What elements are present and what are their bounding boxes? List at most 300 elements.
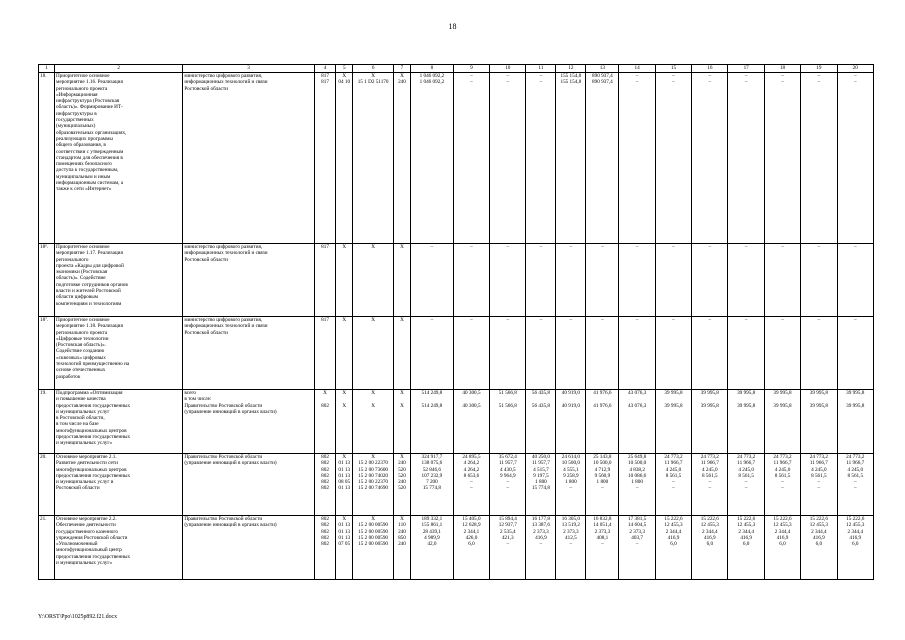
column-header: 14 xyxy=(619,65,655,73)
cell-value: 24 773,2 xyxy=(773,454,792,460)
cell-value: 2 344,4 xyxy=(811,528,827,535)
cell-value: 11 966,7 xyxy=(773,460,792,467)
column-header: 19 xyxy=(801,65,837,73)
row-number: 18. xyxy=(39,73,55,244)
cell-value: X xyxy=(342,402,347,409)
cell-value: 24 773,2 xyxy=(846,454,865,460)
cell-value: – xyxy=(506,73,510,79)
cell-value: – xyxy=(853,479,857,486)
executor: Правительство Ростовской области (управление инноваций в органах власти) xyxy=(183,516,315,580)
value-cell xyxy=(837,454,873,516)
executor: министерство цифрового развития, информационных технологий и связи Ростовской области xyxy=(183,73,315,244)
value-cell xyxy=(655,454,691,516)
table-row xyxy=(39,73,874,244)
cell-value: 15 2 00 74020 xyxy=(358,472,389,479)
table-row xyxy=(39,390,874,454)
cell-value: 15 894,4 xyxy=(498,516,517,522)
cell-value: 01 13 xyxy=(338,522,351,529)
cell-value: 25 143,8 xyxy=(593,454,612,460)
cell-value: 52 846,6 xyxy=(422,466,441,473)
row-number: 18⁷. xyxy=(39,317,55,390)
cell-value: – xyxy=(569,317,573,323)
cell-value: – xyxy=(817,479,821,486)
cell-value: – xyxy=(539,541,543,548)
column-header: 20 xyxy=(837,65,873,73)
cell-value: 15 222,6 xyxy=(809,516,828,522)
cell-value: X xyxy=(323,390,327,396)
measure-name: Подпрограмма «Оптимизация и повышение качества предоставления государственных и муниципальных услуг в Ростовской области, в том числе на базе многофункциональных центров предоставления государственных и муниципальных услуг» xyxy=(55,390,183,454)
value-cell xyxy=(353,73,394,244)
cell-value: – xyxy=(853,79,857,86)
cell-value: – xyxy=(430,244,434,250)
cell-value: 39 995,8 xyxy=(664,402,683,409)
cell-value: 9 560,9 xyxy=(594,472,611,479)
value-cell xyxy=(764,390,800,454)
cell-value: 12 937,7 xyxy=(498,522,517,529)
cell-value: 802 xyxy=(321,534,329,541)
cell-value: – xyxy=(744,485,748,492)
value-cell xyxy=(393,390,410,454)
value-cell xyxy=(692,454,728,516)
column-header: 2 xyxy=(55,65,183,73)
value-cell xyxy=(619,244,655,317)
column-header: 7 xyxy=(393,65,410,73)
value-cell xyxy=(490,317,526,390)
value-cell xyxy=(314,390,335,454)
cell-value: 817 xyxy=(321,79,329,86)
cell-value: 8 561,5 xyxy=(774,472,791,479)
column-header: 18 xyxy=(764,65,800,73)
cell-value: 15 2 00 74690 xyxy=(358,485,389,492)
cell-value: 56 435,8 xyxy=(531,402,550,409)
cell-value: 817 xyxy=(321,244,329,250)
cell-value: 4 712,9 xyxy=(594,466,611,473)
cell-value: 15 2 00 22370 xyxy=(358,479,389,486)
cell-value: – xyxy=(672,479,675,486)
column-header: 6 xyxy=(353,65,394,73)
cell-value: 15 405,0 xyxy=(462,516,481,522)
cell-value: 12 628,9 xyxy=(462,522,481,529)
cell-value: 2 344,4 xyxy=(702,528,718,535)
cell-value: 39 995,8 xyxy=(809,402,828,409)
cell-value: – xyxy=(781,79,784,86)
cell-value: 1 800 xyxy=(631,479,643,486)
cell-value: 01 13 xyxy=(338,466,351,473)
cell-value: 01 13 xyxy=(338,528,351,535)
value-cell xyxy=(490,244,526,317)
cell-value: 15 222,6 xyxy=(773,516,792,522)
value-cell xyxy=(764,317,800,390)
value-cell xyxy=(764,516,800,580)
cell-value: 51 566,8 xyxy=(498,402,517,409)
executor: всего в том числе: Правительство Ростовской области (управление инноваций в органах власти) xyxy=(183,390,315,454)
cell-value: 13 519,2 xyxy=(561,522,580,529)
cell-value: – xyxy=(708,317,712,323)
value-cell xyxy=(353,454,394,516)
cell-value: 802 xyxy=(321,454,329,460)
value-cell xyxy=(728,73,764,244)
value-cell xyxy=(336,244,353,317)
cell-value: 7 200 xyxy=(426,479,438,486)
column-header: 15 xyxy=(655,65,691,73)
value-cell xyxy=(801,390,837,454)
value-cell xyxy=(556,317,586,390)
value-cell xyxy=(336,390,353,454)
cell-value: 4 245,0 xyxy=(702,466,718,473)
table-row xyxy=(39,454,874,516)
cell-value: 6,0 xyxy=(742,541,750,548)
cell-value: 2 373,3 xyxy=(629,528,645,535)
cell-value: 11 957,7 xyxy=(531,460,550,467)
measure-name: Основное мероприятие 2.1. Развитие деятельности сети многофункциональных центров предоставления государственных и муниципальных услуг в Ростовской области xyxy=(55,454,183,516)
cell-value: – xyxy=(744,79,748,86)
value-cell xyxy=(837,317,873,390)
file-path-footer: Y:\ORST\Ppo\1025p892.f21.docx xyxy=(38,614,118,620)
cell-value: 15 2 00 73600 xyxy=(358,466,389,473)
cell-value: 1 800 xyxy=(565,479,577,486)
cell-value: – xyxy=(506,541,510,548)
value-cell xyxy=(692,244,728,317)
cell-value: 155 154,8 xyxy=(560,73,582,79)
cell-value: 4 245,0 xyxy=(847,466,864,473)
cell-value: X xyxy=(371,516,375,522)
cell-value: 6,0 xyxy=(815,541,823,548)
cell-value: 15 774,8 xyxy=(531,485,550,492)
cell-value: 16 177,8 xyxy=(531,516,550,522)
cell-value: 42,0 xyxy=(427,541,437,548)
value-cell xyxy=(411,73,454,244)
value-cell xyxy=(353,390,394,454)
cell-value: X xyxy=(371,244,375,250)
measure-name: Приоритетное основное мероприятие 1.17. Реализация регионального проекта «Кадры для цифровой экономики (Ростовская область)». Содействие подготовке сотрудников органов власти и жителей Ростовской области цифровым компетенциям и технологиям xyxy=(55,244,183,317)
cell-value: – xyxy=(569,485,573,492)
cell-value: – xyxy=(470,485,473,492)
cell-value: 8 561,5 xyxy=(811,472,827,479)
value-cell xyxy=(556,73,586,244)
cell-value: – xyxy=(539,79,543,86)
row-number: 20. xyxy=(39,454,55,516)
cell-value: 14 051,4 xyxy=(593,522,612,529)
cell-value: 426,0 xyxy=(465,534,478,541)
cell-value: 11 966,7 xyxy=(809,460,828,467)
cell-value: 39 995,8 xyxy=(700,390,719,396)
page-number: 18 xyxy=(448,22,457,31)
cell-value: X xyxy=(400,390,404,396)
cell-value: 39 995,8 xyxy=(809,390,828,396)
cell-value: 240 xyxy=(398,460,406,467)
cell-value: 43 076,3 xyxy=(628,390,647,396)
cell-value: 2 344,4 xyxy=(665,528,682,535)
value-cell xyxy=(490,454,526,516)
cell-value: – xyxy=(506,485,510,492)
value-cell xyxy=(353,317,394,390)
cell-value: – xyxy=(569,244,573,250)
value-cell xyxy=(728,516,764,580)
cell-value: X xyxy=(371,390,375,396)
value-cell xyxy=(490,73,526,244)
cell-value: 2 344,4 xyxy=(738,528,754,535)
cell-value: 11 966,7 xyxy=(846,460,865,467)
cell-value: 8 653,6 xyxy=(463,472,480,479)
cell-value: 520 xyxy=(398,472,406,479)
value-cell xyxy=(411,454,454,516)
cell-value: 39 995,8 xyxy=(737,390,756,396)
cell-value: 10 500,0 xyxy=(593,460,612,467)
cell-value: X xyxy=(371,454,375,460)
column-header: 8 xyxy=(411,65,454,73)
cell-value: – xyxy=(853,73,857,79)
cell-value: 15 2 00 22370 xyxy=(358,460,389,467)
cell-value: 802 xyxy=(321,472,329,479)
cell-value: 12 455,3 xyxy=(773,522,792,529)
cell-value: – xyxy=(569,541,573,548)
cell-value: – xyxy=(470,73,473,79)
cell-value: – xyxy=(708,244,712,250)
value-cell xyxy=(453,516,489,580)
cell-value: 24 895,5 xyxy=(462,454,481,460)
cell-value: 4 264,2 xyxy=(463,466,480,473)
cell-value: 802 xyxy=(321,516,329,522)
value-cell xyxy=(336,73,353,244)
cell-value: X xyxy=(342,244,347,250)
cell-value: X xyxy=(342,516,347,522)
measure-name: Основное мероприятие 2.2. Обеспечение деятельности государственного казенного учреждения Ростовской области «Уполномоченный многофункциональный центр предоставления государственных и муниципальных услуг» xyxy=(55,516,183,580)
cell-value: – xyxy=(539,317,543,323)
cell-value: 40 300,5 xyxy=(462,402,481,409)
cell-value: 14 604,5 xyxy=(628,522,647,529)
cell-value: – xyxy=(635,317,639,323)
value-cell xyxy=(526,317,556,390)
cell-value: – xyxy=(853,317,857,323)
cell-value: – xyxy=(635,485,639,492)
cell-value: 9 964,9 xyxy=(500,472,516,479)
cell-value: 13 387,6 xyxy=(531,522,550,529)
cell-value: – xyxy=(601,317,604,323)
cell-value: – xyxy=(672,79,675,86)
value-cell xyxy=(619,516,655,580)
cell-value: – xyxy=(470,79,473,86)
table-row xyxy=(39,516,874,580)
cell-value: 4 430,5 xyxy=(500,466,516,473)
cell-value: 107 232,9 xyxy=(421,472,443,479)
cell-value: – xyxy=(470,479,473,486)
value-cell xyxy=(526,516,556,580)
value-cell xyxy=(393,454,410,516)
cell-value: 802 xyxy=(321,522,329,529)
cell-value: 1 046 092,2 xyxy=(419,73,445,79)
cell-value: 4 245,0 xyxy=(665,466,682,473)
cell-value: – xyxy=(853,244,857,250)
value-cell xyxy=(336,516,353,580)
cell-value: 240 xyxy=(398,79,406,86)
value-cell xyxy=(411,317,454,390)
cell-value: 41 976,6 xyxy=(593,390,612,396)
cell-value: 9 258,9 xyxy=(563,472,579,479)
cell-value: 40 919,0 xyxy=(561,402,580,409)
value-cell xyxy=(837,516,873,580)
value-cell xyxy=(801,317,837,390)
cell-value: 421,3 xyxy=(501,534,514,541)
cell-value: 802 xyxy=(321,479,329,486)
value-cell xyxy=(837,244,873,317)
cell-value: 56 435,8 xyxy=(531,390,550,396)
cell-value: 110 xyxy=(398,522,406,529)
cell-value: – xyxy=(635,79,639,86)
column-header: 1 xyxy=(39,65,55,73)
cell-value: 802 xyxy=(321,541,329,548)
cell-value: 08 05 xyxy=(338,479,351,486)
value-cell xyxy=(556,390,586,454)
executor: Правительство Ростовской области (управление инноваций в органах власти) xyxy=(183,454,315,516)
value-cell xyxy=(393,73,410,244)
cell-value: 802 xyxy=(321,402,329,409)
cell-value: 40 919,0 xyxy=(561,390,580,396)
cell-value: – xyxy=(672,73,675,79)
cell-value: 416,9 xyxy=(813,534,825,541)
cell-value: 11 957,7 xyxy=(498,460,517,467)
value-cell xyxy=(655,390,691,454)
cell-value: 15 2 00 00590 xyxy=(358,528,389,535)
cell-value: 16 832,8 xyxy=(593,516,612,522)
cell-value: 10 086,6 xyxy=(628,472,647,479)
cell-value: – xyxy=(470,244,473,250)
cell-value: 2 535,4 xyxy=(500,528,516,535)
cell-value: – xyxy=(744,73,748,79)
cell-value: 408,1 xyxy=(596,534,609,541)
cell-value: 4 838,2 xyxy=(629,466,645,473)
value-cell xyxy=(586,516,619,580)
cell-value: 12 455,3 xyxy=(846,522,865,529)
value-cell xyxy=(556,516,586,580)
cell-value: 24 773,2 xyxy=(737,454,756,460)
table-row xyxy=(39,317,874,390)
cell-value: – xyxy=(781,73,784,79)
cell-value: 324 917,7 xyxy=(421,454,443,460)
value-cell xyxy=(586,244,619,317)
cell-value: 416,9 xyxy=(849,534,862,541)
cell-value: 15 2 00 00590 xyxy=(358,534,389,541)
value-cell xyxy=(453,244,489,317)
value-cell xyxy=(728,317,764,390)
cell-value: – xyxy=(635,541,639,548)
cell-value: 155 154,8 xyxy=(560,79,582,86)
cell-value: – xyxy=(601,541,604,548)
value-cell xyxy=(453,454,489,516)
cell-value: – xyxy=(601,485,604,492)
cell-value: – xyxy=(539,244,543,250)
value-cell xyxy=(411,244,454,317)
cell-value: – xyxy=(635,73,639,79)
cell-value: 15 222,6 xyxy=(700,516,719,522)
cell-value: 6,0 xyxy=(706,541,714,548)
value-cell xyxy=(586,454,619,516)
value-cell xyxy=(556,244,586,317)
cell-value: 51 566,8 xyxy=(498,390,517,396)
cell-value: 817 xyxy=(321,317,329,323)
value-cell xyxy=(619,390,655,454)
value-cell xyxy=(586,390,619,454)
cell-value: 416,9 xyxy=(776,534,789,541)
cell-value: 6,0 xyxy=(852,541,859,548)
row-number: 19. xyxy=(39,390,55,454)
value-cell xyxy=(837,73,873,244)
cell-value: 39 995,8 xyxy=(700,402,719,409)
cell-value: 817 xyxy=(321,73,329,79)
cell-value: 39 995,8 xyxy=(664,390,683,396)
value-cell xyxy=(393,317,410,390)
value-cell xyxy=(526,454,556,516)
value-cell xyxy=(692,317,728,390)
cell-value: 24 773,2 xyxy=(809,454,828,460)
column-header: 16 xyxy=(692,65,728,73)
cell-value: 24 773,2 xyxy=(664,454,683,460)
value-cell xyxy=(411,516,454,580)
value-cell xyxy=(526,244,556,317)
cell-value: – xyxy=(744,479,748,486)
value-cell xyxy=(837,390,873,454)
cell-value: 07 05 xyxy=(338,541,351,548)
cell-value: 15 222,6 xyxy=(846,516,865,522)
executor: министерство цифрового развития, информационных технологий и связи Ростовской области xyxy=(183,317,315,390)
cell-value: 802 xyxy=(321,460,329,467)
cell-value: 39 995,8 xyxy=(773,390,792,396)
value-cell xyxy=(586,73,619,244)
value-cell xyxy=(728,454,764,516)
cell-value: 2 344,4 xyxy=(774,528,791,535)
cell-value: 1 800 xyxy=(596,479,609,486)
cell-value: 1 046 092,2 xyxy=(419,79,445,86)
value-cell xyxy=(556,454,586,516)
cell-value: 39 995,8 xyxy=(846,402,865,409)
cell-value: 15 2 00 00590 xyxy=(358,541,389,548)
column-header: 3 xyxy=(183,65,315,73)
cell-value: X xyxy=(400,244,404,250)
cell-value: 15 222,6 xyxy=(737,516,756,522)
cell-value: 138 075,6 xyxy=(421,460,443,467)
cell-value: 01 13 xyxy=(338,534,351,541)
cell-value: 2 373,3 xyxy=(594,528,611,535)
cell-value: 4 245,0 xyxy=(774,466,791,473)
value-cell xyxy=(314,454,335,516)
value-cell xyxy=(453,317,489,390)
value-cell xyxy=(336,317,353,390)
cell-value: X xyxy=(400,73,404,79)
cell-value: 35 672,4 xyxy=(498,454,517,460)
value-cell xyxy=(453,390,489,454)
value-cell xyxy=(336,454,353,516)
value-cell xyxy=(526,390,556,454)
cell-value: 6,0 xyxy=(779,541,786,548)
cell-value: 15 222,6 xyxy=(664,516,683,522)
cell-value: 9 197,5 xyxy=(533,472,549,479)
cell-value: X xyxy=(342,454,347,460)
cell-value: – xyxy=(506,479,510,486)
cell-value: 890 937,4 xyxy=(592,79,613,86)
cell-value: 6,0 xyxy=(670,541,677,548)
cell-value: 4 989,9 xyxy=(424,534,440,541)
cell-value: 15 2 00 00590 xyxy=(358,522,389,529)
cell-value: – xyxy=(744,244,748,250)
cell-value: 514 249,8 xyxy=(421,402,443,409)
cell-value: 6,0 xyxy=(468,541,475,548)
cell-value: 39 995,8 xyxy=(846,390,865,396)
cell-value: 15 1 D2 51170 xyxy=(357,79,389,86)
cell-value: X xyxy=(400,402,404,409)
cell-value: – xyxy=(708,79,712,86)
value-cell xyxy=(764,454,800,516)
value-cell xyxy=(619,317,655,390)
row-number: 21. xyxy=(39,516,55,580)
